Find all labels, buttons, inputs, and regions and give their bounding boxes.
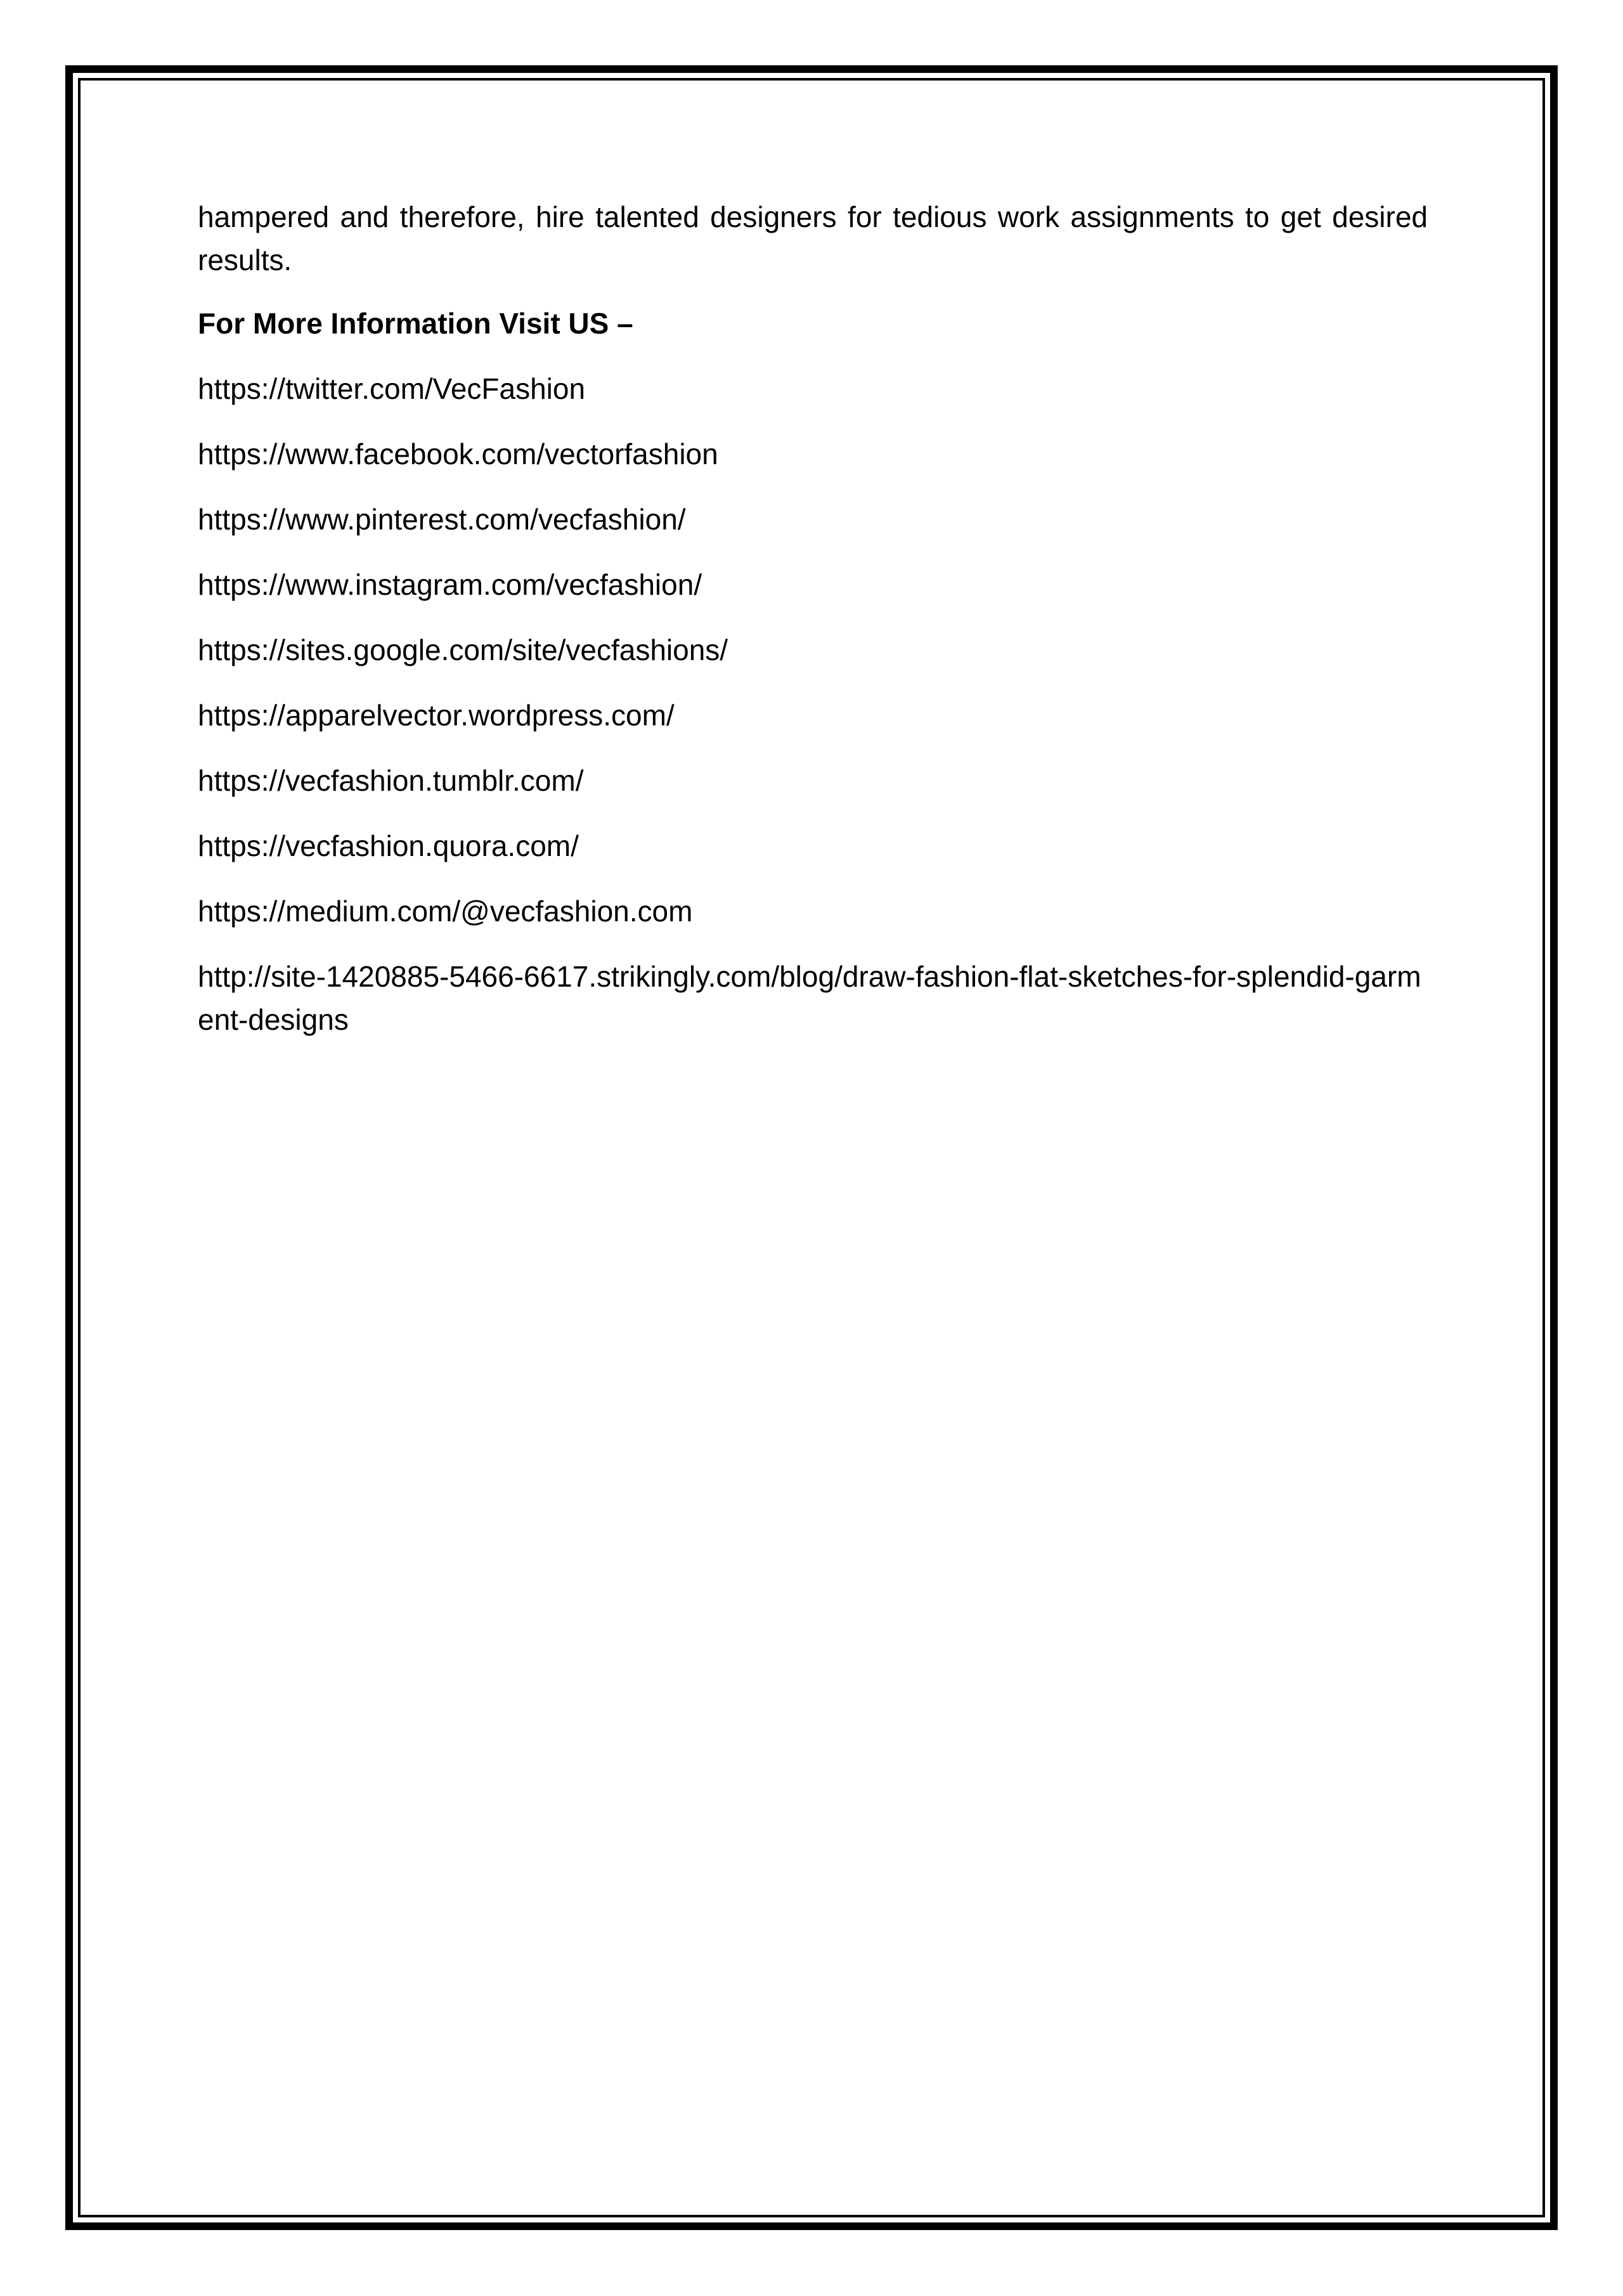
instagram-link[interactable]: https://www.instagram.com/vecfashion/: [198, 568, 702, 601]
page-content: [198, 195, 1428, 1041]
pinterest-link[interactable]: https://www.pinterest.com/vecfashion/: [198, 503, 686, 536]
quora-link[interactable]: https://vecfashion.quora.com/: [198, 829, 579, 862]
body-paragraph: hampered and therefore, hire talented designers for tedious work assignments to get desired results.: [198, 200, 1428, 276]
twitter-link[interactable]: https://twitter.com/VecFashion: [198, 372, 586, 405]
wordpress-link[interactable]: https://apparelvector.wordpress.com/: [198, 699, 675, 732]
medium-link[interactable]: https://medium.com/@vecfashion.com: [198, 895, 693, 928]
more-info-heading: For More Information Visit US –: [198, 307, 633, 340]
google-sites-link[interactable]: https://sites.google.com/site/vecfashions/: [198, 633, 728, 666]
link-list: [198, 367, 1428, 1041]
tumblr-link[interactable]: https://vecfashion.tumblr.com/: [198, 764, 584, 797]
strikingly-link[interactable]: http://site-1420885-5466-6617.strikingly.com/blog/draw-fashion-flat-sketches-for-splendid-garment-designs: [198, 960, 1421, 1036]
facebook-link[interactable]: https://www.facebook.com/vectorfashion: [198, 438, 718, 470]
